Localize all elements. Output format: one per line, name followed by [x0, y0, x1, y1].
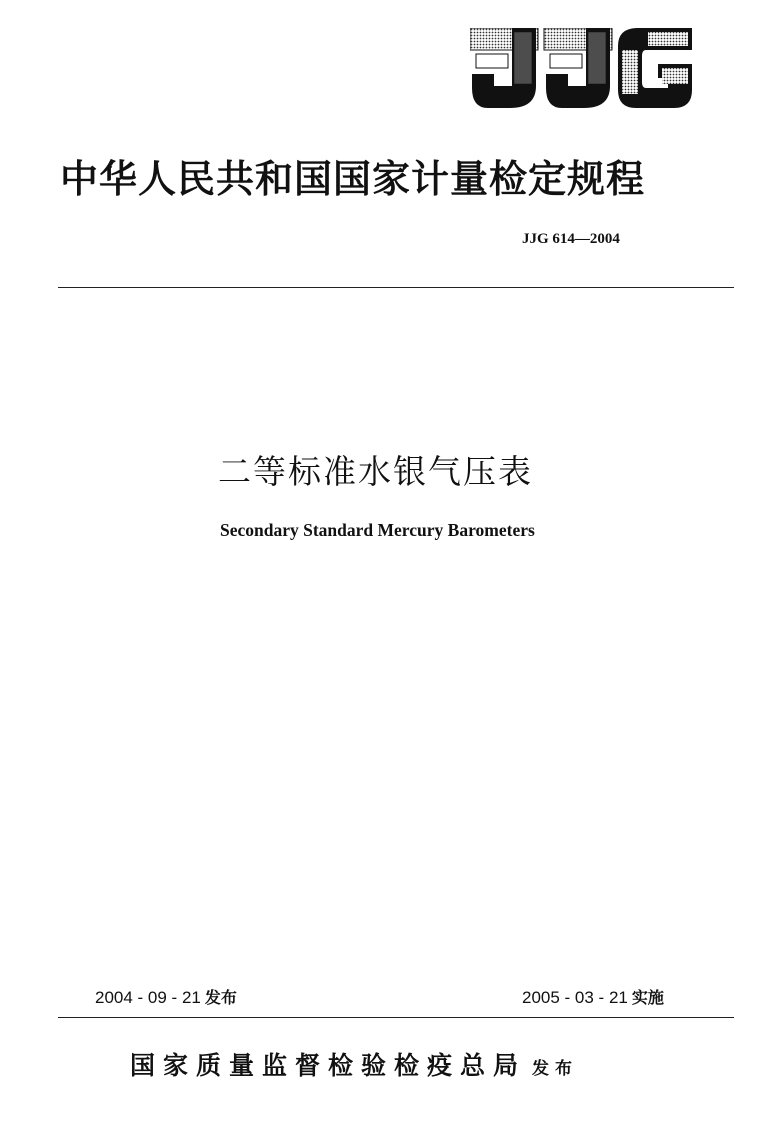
- issue-label: 发布: [204, 988, 237, 1007]
- jjg-logo: [470, 28, 692, 110]
- publisher-line: [130, 1046, 578, 1082]
- bottom-divider: [58, 1017, 734, 1018]
- top-divider: [58, 287, 734, 288]
- jjg-logo-mark: [470, 28, 692, 110]
- chinese-title: 二等标准水银气压表: [218, 452, 533, 491]
- implementation-label: 实施: [631, 988, 664, 1007]
- issue-date: 2004 - 09 - 21: [95, 988, 201, 1007]
- main-title: 中华人民共和国国家计量检定规程: [60, 156, 646, 201]
- document-number: JJG 614—2004: [522, 231, 620, 247]
- publish-label: 发布: [532, 1059, 579, 1079]
- implementation-date-line: [522, 985, 664, 1008]
- publisher-name: 国家质量监督检验检疫总局: [130, 1051, 527, 1080]
- english-title: Secondary Standard Mercury Barometers: [220, 520, 535, 540]
- issue-date-line: [95, 985, 237, 1008]
- implementation-date: 2005 - 03 - 21: [522, 988, 628, 1007]
